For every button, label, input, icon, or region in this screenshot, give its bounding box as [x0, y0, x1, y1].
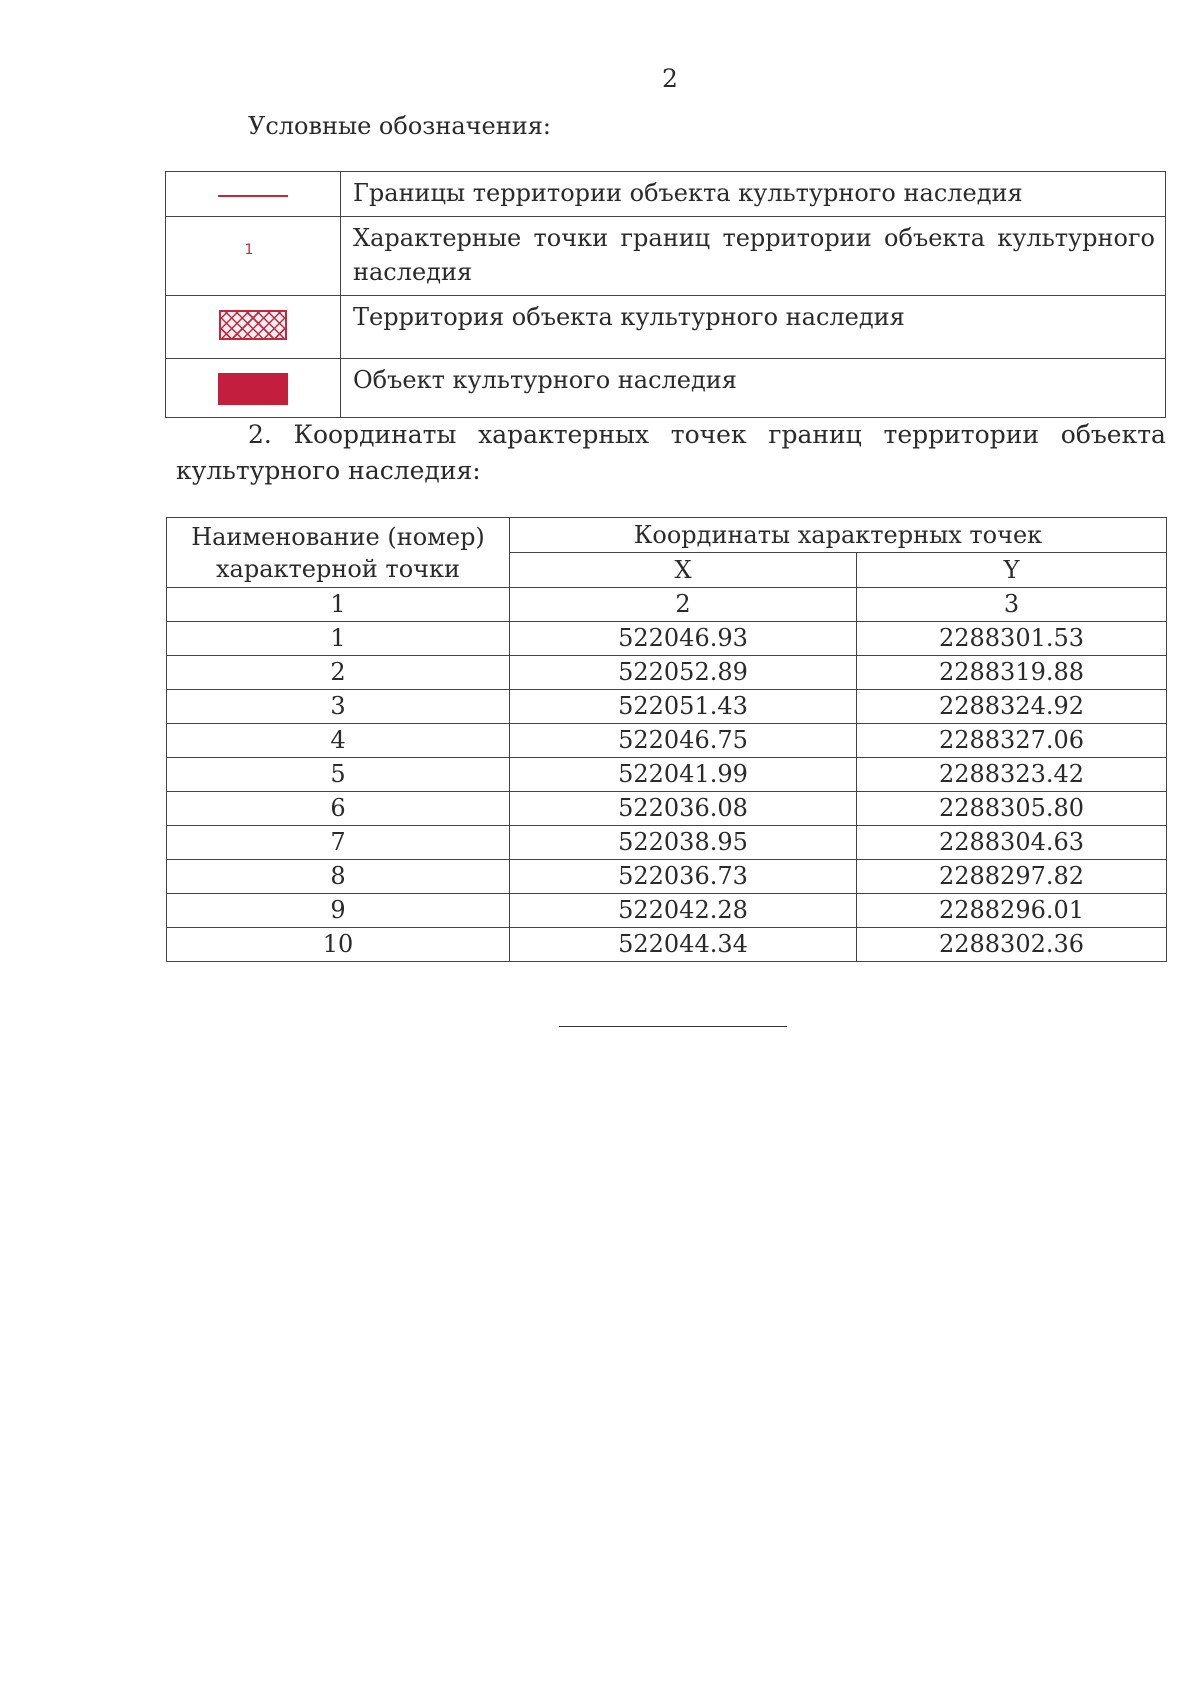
legend-table — [165, 171, 1166, 418]
y-coordinate-cell: 2288297.82 — [857, 860, 1167, 894]
table-row — [167, 928, 1167, 962]
point-number-icon: 1 — [244, 242, 254, 258]
table-row — [167, 690, 1167, 724]
y-coordinate-cell: 2288327.06 — [857, 724, 1167, 758]
point-number-cell: 9 — [167, 894, 510, 928]
section-heading — [176, 417, 1166, 489]
legend-symbol-cell — [166, 172, 341, 217]
heading-word: точек — [670, 420, 747, 449]
legend-label: Объект культурного наследия — [341, 359, 1166, 418]
table-row — [167, 860, 1167, 894]
point-number-cell: 4 — [167, 724, 510, 758]
point-number-cell: 2 — [167, 656, 510, 690]
page-number: 2 — [662, 64, 678, 93]
boundary-line-icon — [218, 195, 288, 197]
legend-symbol-cell — [166, 217, 341, 296]
y-coordinate-cell: 2288319.88 — [857, 656, 1167, 690]
header-point-name: Наименование (номер) характерной точки — [167, 518, 510, 588]
y-coordinate-cell: 2288305.80 — [857, 792, 1167, 826]
legend-row — [166, 172, 1166, 217]
table-row — [167, 758, 1167, 792]
x-coordinate-cell: 522038.95 — [510, 826, 857, 860]
legend-symbol-cell — [166, 296, 341, 359]
table-header-row — [167, 518, 1167, 553]
column-number: 3 — [857, 588, 1167, 622]
heading-word: объекта — [1060, 420, 1166, 449]
legend-label: Характерные точки границ территории объекта культурного наследия — [341, 217, 1166, 296]
legend-row — [166, 296, 1166, 359]
point-number-cell: 7 — [167, 826, 510, 860]
x-coordinate-cell: 522036.73 — [510, 860, 857, 894]
header-y: Y — [857, 553, 1167, 588]
y-coordinate-cell: 2288304.63 — [857, 826, 1167, 860]
table-row — [167, 724, 1167, 758]
x-coordinate-cell: 522052.89 — [510, 656, 857, 690]
legend-label: Территория объекта культурного наследия — [341, 296, 1166, 359]
y-coordinate-cell: 2288301.53 — [857, 622, 1167, 656]
y-coordinate-cell: 2288324.92 — [857, 690, 1167, 724]
point-number-cell: 6 — [167, 792, 510, 826]
x-coordinate-cell: 522046.93 — [510, 622, 857, 656]
legend-label: Границы территории объекта культурного наследия — [341, 172, 1166, 217]
table-row — [167, 826, 1167, 860]
point-number-cell: 3 — [167, 690, 510, 724]
heading-word: территории — [883, 420, 1040, 449]
coordinates-table-body — [167, 622, 1167, 962]
column-number: 2 — [510, 588, 857, 622]
table-column-numbers-row — [167, 588, 1167, 622]
column-number: 1 — [167, 588, 510, 622]
point-number-cell: 8 — [167, 860, 510, 894]
x-coordinate-cell: 522044.34 — [510, 928, 857, 962]
legend-symbol-cell — [166, 359, 341, 418]
x-coordinate-cell: 522046.75 — [510, 724, 857, 758]
section-heading-line2: культурного наследия: — [176, 456, 481, 485]
header-x: X — [510, 553, 857, 588]
point-number-cell: 5 — [167, 758, 510, 792]
header-coordinates: Координаты характерных точек — [510, 518, 1167, 553]
y-coordinate-cell: 2288296.01 — [857, 894, 1167, 928]
table-row — [167, 656, 1167, 690]
y-coordinate-cell: 2288302.36 — [857, 928, 1167, 962]
section-heading-line1 — [176, 417, 1166, 453]
legend-title: Условные обозначения: — [248, 112, 551, 140]
y-coordinate-cell: 2288323.42 — [857, 758, 1167, 792]
table-row — [167, 792, 1167, 826]
heading-word: границ — [768, 420, 862, 449]
x-coordinate-cell: 522042.28 — [510, 894, 857, 928]
heading-word: 2. — [248, 420, 272, 449]
heading-word: характерных — [478, 420, 649, 449]
legend-row — [166, 359, 1166, 418]
heading-word: Координаты — [293, 420, 457, 449]
x-coordinate-cell: 522041.99 — [510, 758, 857, 792]
point-number-cell: 1 — [167, 622, 510, 656]
table-row — [167, 622, 1167, 656]
coordinates-table — [166, 517, 1167, 962]
legend-row — [166, 217, 1166, 296]
hatched-area-icon — [219, 310, 287, 340]
x-coordinate-cell: 522051.43 — [510, 690, 857, 724]
separator-line — [559, 1026, 787, 1027]
x-coordinate-cell: 522036.08 — [510, 792, 857, 826]
filled-area-icon — [218, 373, 288, 405]
table-row — [167, 894, 1167, 928]
point-number-cell: 10 — [167, 928, 510, 962]
